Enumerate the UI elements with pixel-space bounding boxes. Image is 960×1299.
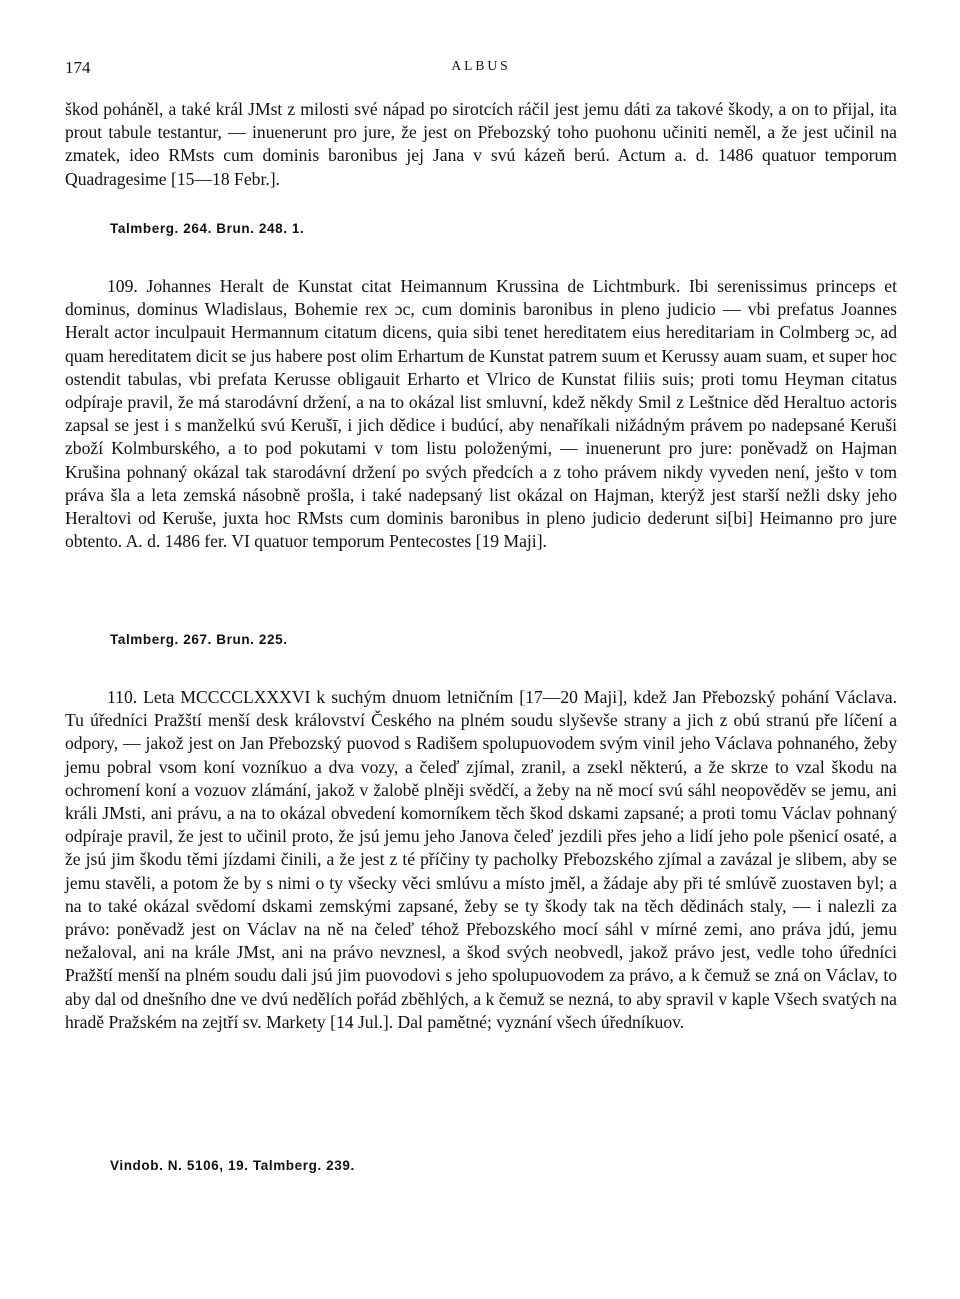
source-reference: Vindob. N. 5106, 19. Talmberg. 239. — [110, 1158, 355, 1173]
page-number: 174 — [65, 58, 91, 77]
entry-110-text: 110. Leta MCCCCLXXXVI k suchým dnuom letničním [17—20 Maji], kdež Jan Přebozský pohání Václava. Tu úředníci Pražští menší desk království Českého na plném soudu slyševše strany a jich z obú stranú pře líčení a odpory, — jakož jest on Jan Přebozský puovod s Radišem spolupuovodem svým vinil jeho Václava pohnaného, žeby jemu pobral vsom koní vozníkuo a dva vozy, a čeleď zjímal, zranil, a zsekl některú, a že skrze to vzal škodu na ochromení koní a vozuov zlámání, jakož v žalobě plněji svědčí, a žeby na ně mocí svú sáhl neopověděv se jemu, ani králi JMsti, ani právu, a na to okázal obvedení komorníkem těch škod dskami zapsané; a proti tomu Václav pohnaný odpíraje pravil, že jest to učinil proto, že jsú jemu jeho Janova čeleď jezdili přes jeho a lidí jeho pole pšenicí osaté, a že jsú jim škodu těmi jízdami činili, a že jest z té příčiny ty pacholky Přebozského zjímal a zavázal je slibem, aby se jemu stavěli, a potom že by s nimi o ty všecky věci smlúvu a místo jměl, a žádaje aby při té smlúvě zuostaven byl; a na to také okázal svědomí dskami zemskými zapsané, žeby se ty škody tak na těch dědinách staly, — i nalezli za právo: poněvadž jest on Václav na ně na čeleď téhož Přebozského mocí sáhl v mírné zemi, ano práva jdú, jemu nežaloval, ani na krále JMst, ani na právo nevznesl, a škod svých neobvedl, jakož právo jest, vedle toho úředníci Pražští menší na plném soudu dali jsú jim puovodovi s jeho spolupuovodem za právo, a k čemuž se zná on Václav, to aby dal od dnešního dne ve dvú nedělích pořád zběhlých, a k čemuž se nezná, to aby spravil v kaple Všech svatých na hradě Pražském na zejtří sv. Markety [14 Jul.]. Dal pamětné; vyznání všech úředníkuov. — [65, 687, 897, 1032]
source-reference: Talmberg. 267. Brun. 225. — [110, 632, 288, 647]
entry-109-text: 109. Johannes Heralt de Kunstat citat Heimannum Krussina de Lichtmburk. Ibi serenissimus princeps et dominus, dominus Wladislaus, Bohemie rex ɔc, cum dominis baronibus in pleno judicio — vbi prefatus Joannes Heralt actor inculpauit Hermannum citatum dicens, quia sibi tenet hereditatem eius hereditariam in Colmberg ɔc, ad quam hereditatem dicit se jus habere post olim Erhartum de Kunstat patrem suum et Kerussy auam suam, et super hoc ostendit tabulas, vbi prefata Kerusse obligauit Erharto et Vlrico de Kunstat filiis suis; proti tomu Heyman citatus odpíraje pravil, že má starodávní držení, a na to okázal list smluvní, kdež někdy Smil z Leštnice děd Heraltuo actoris zapsal se jest i s manželkú svú Kerušī, i jich dědice i budúcí, aby nenaříkali nižádným právem po nadepsané Keruši zboží Kolmburského, a to pod pokutami v tom listu položenými, — inuenerunt pro jure: poněvadž on Hajman Krušina pohnaný okázal tak starodávní držení po svých předcích a z toho právem nikdy vyveden není, ješto v tom práva šla a leta zemská násobně prošla, i také nadepsaný list okázal on Hajman, kterýž jest starší nežli dsky jeho Heraltovi od Keruše, juxta hoc RMsts cum dominis baronibus in pleno judicio dederunt si[bi] Heimanno pro jure obtento. A. d. 1486 fer. VI quatuor temporum Pentecostes [19 Maji]. — [65, 276, 897, 552]
continued-entry-text: škod poháněl, a také král JMst z milosti své nápad po sirotcích ráčil jest jemu dáti za takové škody, a on to přijal, ita prout tabule testantur, — inuenerunt pro jure, že jest on Přebozský toho puohonu učiniti neměl, a že jest učinil na zmatek, ideo RMsts cum dominis baronibus jej Jana v svú kázeň berú. Actum a. d. 1486 quatuor temporum Quadragesime [15—18 Febr.]. — [65, 99, 897, 189]
running-head: ALBUS — [451, 58, 511, 73]
source-reference: Talmberg. 264. Brun. 248. 1. — [110, 221, 305, 236]
page-header — [65, 58, 897, 82]
